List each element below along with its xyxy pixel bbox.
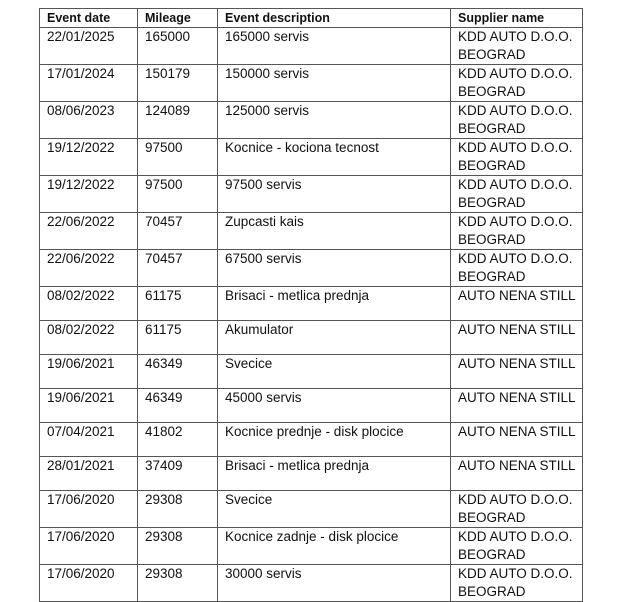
cell-event-date: 08/02/2022 (40, 287, 138, 321)
cell-event-description: 125000 servis (218, 102, 451, 139)
cell-event-date: 19/06/2021 (40, 389, 138, 423)
cell-supplier-name: AUTO NENA STILL (451, 287, 583, 321)
table-row (40, 389, 583, 423)
cell-mileage: 165000 (138, 28, 218, 65)
cell-mileage: 41802 (138, 423, 218, 457)
cell-event-date: 22/06/2022 (40, 250, 138, 287)
cell-event-description: 67500 servis (218, 250, 451, 287)
cell-event-description: Svecice (218, 355, 451, 389)
cell-mileage: 29308 (138, 491, 218, 528)
table-row (40, 457, 583, 491)
cell-event-description: Kocnice prednje - disk plocice (218, 423, 451, 457)
cell-event-date: 28/01/2021 (40, 457, 138, 491)
table-row (40, 423, 583, 457)
table-row (40, 176, 583, 213)
table-row (40, 213, 583, 250)
cell-event-description: 45000 servis (218, 389, 451, 423)
cell-supplier-name: KDD AUTO D.O.O. BEOGRAD (451, 565, 583, 602)
cell-supplier-name: KDD AUTO D.O.O. BEOGRAD (451, 102, 583, 139)
cell-mileage: 37409 (138, 457, 218, 491)
table-row (40, 491, 583, 528)
cell-supplier-name: KDD AUTO D.O.O. BEOGRAD (451, 139, 583, 176)
cell-mileage: 124089 (138, 102, 218, 139)
cell-mileage: 61175 (138, 321, 218, 355)
cell-supplier-name: AUTO NENA STILL (451, 457, 583, 491)
cell-event-date: 22/01/2025 (40, 28, 138, 65)
cell-mileage: 61175 (138, 287, 218, 321)
cell-supplier-name: KDD AUTO D.O.O. BEOGRAD (451, 213, 583, 250)
cell-event-date: 19/06/2021 (40, 355, 138, 389)
cell-event-description: 97500 servis (218, 176, 451, 213)
cell-event-description: Kocnice - kociona tecnost (218, 139, 451, 176)
cell-mileage: 46349 (138, 389, 218, 423)
cell-mileage: 70457 (138, 250, 218, 287)
cell-event-date: 17/06/2020 (40, 565, 138, 602)
table-row (40, 565, 583, 602)
cell-supplier-name: KDD AUTO D.O.O. BEOGRAD (451, 491, 583, 528)
table-row (40, 28, 583, 65)
table-row (40, 65, 583, 102)
cell-supplier-name: KDD AUTO D.O.O. BEOGRAD (451, 65, 583, 102)
cell-event-date: 17/06/2020 (40, 491, 138, 528)
cell-mileage: 70457 (138, 213, 218, 250)
cell-supplier-name: AUTO NENA STILL (451, 321, 583, 355)
cell-mileage: 46349 (138, 355, 218, 389)
header-event-description: Event description (218, 9, 451, 28)
cell-event-description: Kocnice zadnje - disk plocice (218, 528, 451, 565)
cell-event-description: 30000 servis (218, 565, 451, 602)
header-supplier-name: Supplier name (451, 9, 583, 28)
cell-supplier-name: KDD AUTO D.O.O. BEOGRAD (451, 28, 583, 65)
cell-event-description: Zupcasti kais (218, 213, 451, 250)
header-mileage: Mileage (138, 9, 218, 28)
cell-mileage: 150179 (138, 65, 218, 102)
cell-event-date: 19/12/2022 (40, 176, 138, 213)
cell-supplier-name: KDD AUTO D.O.O. BEOGRAD (451, 250, 583, 287)
service-history-table (39, 8, 583, 602)
cell-event-description: Brisaci - metlica prednja (218, 457, 451, 491)
table-row (40, 250, 583, 287)
table-row (40, 102, 583, 139)
table-row (40, 287, 583, 321)
cell-event-date: 08/02/2022 (40, 321, 138, 355)
table-row (40, 355, 583, 389)
cell-mileage: 29308 (138, 565, 218, 602)
header-event-date: Event date (40, 9, 138, 28)
cell-mileage: 97500 (138, 139, 218, 176)
header-row (40, 9, 583, 28)
cell-event-date: 08/06/2023 (40, 102, 138, 139)
cell-supplier-name: AUTO NENA STILL (451, 423, 583, 457)
cell-supplier-name: AUTO NENA STILL (451, 355, 583, 389)
cell-event-date: 07/04/2021 (40, 423, 138, 457)
cell-event-description: 150000 servis (218, 65, 451, 102)
cell-event-description: 165000 servis (218, 28, 451, 65)
table-row (40, 528, 583, 565)
cell-mileage: 97500 (138, 176, 218, 213)
cell-event-date: 17/06/2020 (40, 528, 138, 565)
cell-supplier-name: KDD AUTO D.O.O. BEOGRAD (451, 176, 583, 213)
cell-supplier-name: AUTO NENA STILL (451, 389, 583, 423)
cell-event-description: Brisaci - metlica prednja (218, 287, 451, 321)
cell-supplier-name: KDD AUTO D.O.O. BEOGRAD (451, 528, 583, 565)
table-row (40, 139, 583, 176)
cell-event-description: Akumulator (218, 321, 451, 355)
table-row (40, 321, 583, 355)
cell-event-description: Svecice (218, 491, 451, 528)
cell-event-date: 22/06/2022 (40, 213, 138, 250)
cell-mileage: 29308 (138, 528, 218, 565)
cell-event-date: 19/12/2022 (40, 139, 138, 176)
cell-event-date: 17/01/2024 (40, 65, 138, 102)
